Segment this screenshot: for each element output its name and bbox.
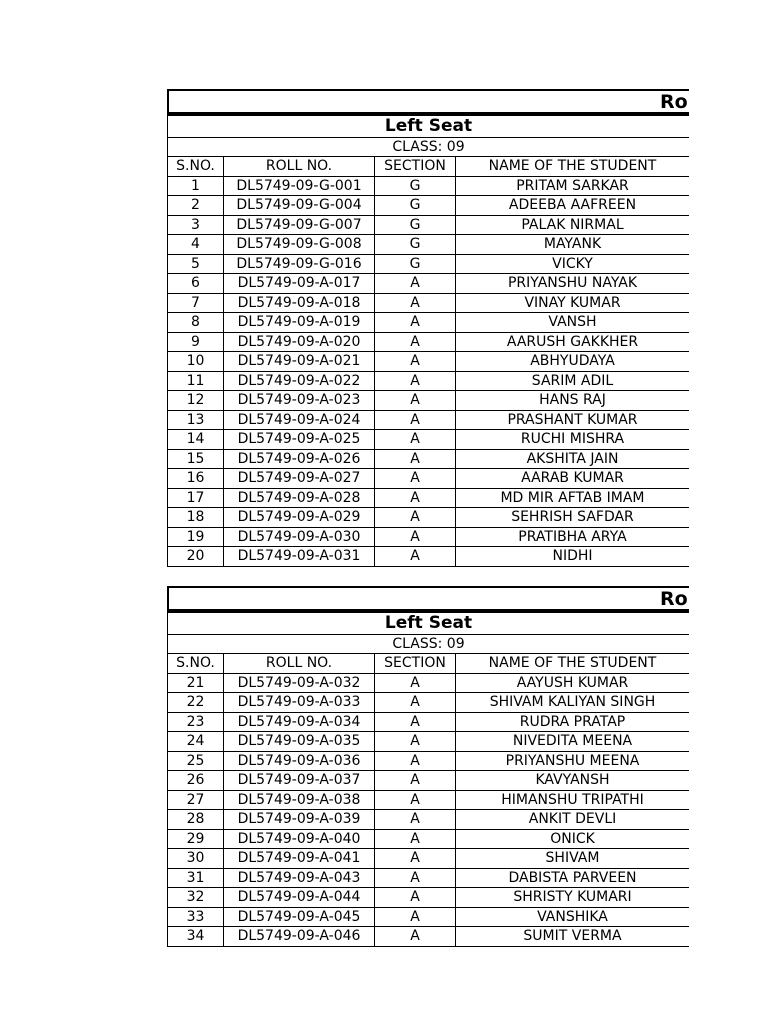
table-row [168,391,690,411]
cell-student-name: MAYANK [456,235,690,255]
table-row [168,235,690,255]
cell-section: A [375,712,456,732]
cell-roll-no: DL5749-09-A-028 [224,488,375,508]
cell-section: A [375,888,456,908]
table-row [168,313,690,333]
room-header-bar [167,586,689,612]
seating-sheet [167,89,689,567]
cell-sno: 6 [168,274,224,294]
table-row [168,293,690,313]
table-row [168,430,690,450]
cell-student-name: SEHRISH SAFDAR [456,508,690,528]
cell-student-name: SUMIT VERMA [456,927,690,947]
cell-sno: 20 [168,547,224,567]
table-row [168,907,690,927]
cell-sno: 5 [168,254,224,274]
cell-roll-no: DL5749-09-G-001 [224,176,375,196]
cell-student-name: AARUSH GAKKHER [456,332,690,352]
cell-roll-no: DL5749-09-A-039 [224,810,375,830]
table-row [168,547,690,567]
table-row [168,176,690,196]
cell-student-name: RUDRA PRATAP [456,712,690,732]
table-row [168,274,690,294]
cell-roll-no: DL5749-09-G-008 [224,235,375,255]
seat-label: Left Seat [168,116,690,138]
class-label: CLASS: 09 [168,635,690,654]
cell-sno: 27 [168,790,224,810]
cell-sno: 33 [168,907,224,927]
cell-sno: 31 [168,868,224,888]
table-row [168,254,690,274]
table-row [168,449,690,469]
cell-student-name: DABISTA PARVEEN [456,868,690,888]
cell-student-name: NIVEDITA MEENA [456,732,690,752]
cell-section: A [375,673,456,693]
cell-roll-no: DL5749-09-A-033 [224,693,375,713]
cell-section: A [375,449,456,469]
seating-table [167,115,689,567]
cell-student-name: PALAK NIRMAL [456,215,690,235]
cell-student-name: ANKIT DEVLI [456,810,690,830]
cell-section: G [375,196,456,216]
cell-roll-no: DL5749-09-A-034 [224,712,375,732]
table-row [168,371,690,391]
cell-roll-no: DL5749-09-A-040 [224,829,375,849]
cell-section: A [375,469,456,489]
seating-sheet [167,586,689,947]
cell-student-name: SHIVAM [456,849,690,869]
cell-sno: 17 [168,488,224,508]
table-row [168,927,690,947]
cell-section: A [375,751,456,771]
cell-roll-no: DL5749-09-A-022 [224,371,375,391]
cell-student-name: VICKY [456,254,690,274]
header-sno: S.NO. [168,157,224,177]
column-header-row [168,157,690,177]
cell-section: G [375,176,456,196]
cell-student-name: VANSHIKA [456,907,690,927]
table-row [168,352,690,372]
cell-student-name: PRATIBHA ARYA [456,527,690,547]
table-row [168,196,690,216]
cell-section: A [375,527,456,547]
table-row [168,488,690,508]
cell-roll-no: DL5749-09-A-025 [224,430,375,450]
cell-student-name: AAYUSH KUMAR [456,673,690,693]
cell-sno: 25 [168,751,224,771]
table-row [168,673,690,693]
cell-sno: 12 [168,391,224,411]
table-row [168,751,690,771]
cell-section: A [375,927,456,947]
seating-table [167,612,689,947]
cell-student-name: VINAY KUMAR [456,293,690,313]
cell-roll-no: DL5749-09-A-044 [224,888,375,908]
cell-sno: 3 [168,215,224,235]
table-row [168,508,690,528]
cell-sno: 34 [168,927,224,947]
class-label-row [168,138,690,157]
cell-roll-no: DL5749-09-A-031 [224,547,375,567]
cell-sno: 4 [168,235,224,255]
cell-roll-no: DL5749-09-A-043 [224,868,375,888]
cell-roll-no: DL5749-09-A-041 [224,849,375,869]
cell-sno: 21 [168,673,224,693]
cell-sno: 15 [168,449,224,469]
table-row [168,732,690,752]
table-row [168,712,690,732]
cell-section: A [375,313,456,333]
cell-sno: 7 [168,293,224,313]
cell-sno: 13 [168,410,224,430]
cell-roll-no: DL5749-09-A-019 [224,313,375,333]
table-row [168,771,690,791]
cell-roll-no: DL5749-09-A-045 [224,907,375,927]
cell-section: G [375,215,456,235]
room-title: Ro [660,588,688,610]
cell-roll-no: DL5749-09-G-004 [224,196,375,216]
cell-roll-no: DL5749-09-A-029 [224,508,375,528]
cell-sno: 24 [168,732,224,752]
table-row [168,527,690,547]
cell-section: A [375,810,456,830]
cell-section: A [375,907,456,927]
room-title: Ro [660,91,688,113]
cell-student-name: SHRISTY KUMARI [456,888,690,908]
cell-section: A [375,829,456,849]
header-roll-no: ROLL NO. [224,654,375,674]
seat-label-row [168,116,690,138]
cell-sno: 30 [168,849,224,869]
cell-section: A [375,771,456,791]
header-sno: S.NO. [168,654,224,674]
cell-student-name: HANS RAJ [456,391,690,411]
cell-roll-no: DL5749-09-A-027 [224,469,375,489]
cell-sno: 1 [168,176,224,196]
cell-section: G [375,235,456,255]
table-row [168,849,690,869]
header-section: SECTION [375,654,456,674]
cell-section: A [375,849,456,869]
cell-student-name: ONICK [456,829,690,849]
cell-roll-no: DL5749-09-A-038 [224,790,375,810]
cell-student-name: ADEEBA AAFREEN [456,196,690,216]
cell-roll-no: DL5749-09-A-046 [224,927,375,947]
cell-roll-no: DL5749-09-G-016 [224,254,375,274]
cell-section: A [375,693,456,713]
table-row [168,888,690,908]
cell-roll-no: DL5749-09-A-024 [224,410,375,430]
table-row [168,868,690,888]
cell-sno: 16 [168,469,224,489]
cell-student-name: MD MIR AFTAB IMAM [456,488,690,508]
cell-roll-no: DL5749-09-A-020 [224,332,375,352]
cell-sno: 32 [168,888,224,908]
cell-section: A [375,488,456,508]
cell-section: A [375,790,456,810]
cell-sno: 22 [168,693,224,713]
cell-roll-no: DL5749-09-A-035 [224,732,375,752]
header-section: SECTION [375,157,456,177]
cell-student-name: PRASHANT KUMAR [456,410,690,430]
room-header-bar [167,89,689,115]
cell-roll-no: DL5749-09-A-018 [224,293,375,313]
cell-sno: 11 [168,371,224,391]
table-row [168,829,690,849]
class-label: CLASS: 09 [168,138,690,157]
cell-student-name: RUCHI MISHRA [456,430,690,450]
cell-student-name: KAVYANSH [456,771,690,791]
header-student-name: NAME OF THE STUDENT [456,157,690,177]
cell-sno: 9 [168,332,224,352]
cell-section: A [375,391,456,411]
cell-sno: 10 [168,352,224,372]
cell-roll-no: DL5749-09-A-017 [224,274,375,294]
table-row [168,332,690,352]
cell-student-name: AARAB KUMAR [456,469,690,489]
cell-student-name: NIDHI [456,547,690,567]
cell-roll-no: DL5749-09-A-030 [224,527,375,547]
table-row [168,410,690,430]
seat-label: Left Seat [168,613,690,635]
cell-section: A [375,430,456,450]
table-row [168,215,690,235]
cell-student-name: HIMANSHU TRIPATHI [456,790,690,810]
cell-section: G [375,254,456,274]
cell-roll-no: DL5749-09-A-026 [224,449,375,469]
class-label-row [168,635,690,654]
cell-roll-no: DL5749-09-A-036 [224,751,375,771]
cell-roll-no: DL5749-09-G-007 [224,215,375,235]
cell-section: A [375,868,456,888]
cell-section: A [375,352,456,372]
cell-sno: 23 [168,712,224,732]
header-student-name: NAME OF THE STUDENT [456,654,690,674]
cell-section: A [375,332,456,352]
cell-section: A [375,293,456,313]
cell-sno: 26 [168,771,224,791]
cell-student-name: SARIM ADIL [456,371,690,391]
cell-section: A [375,410,456,430]
seat-label-row [168,613,690,635]
cell-student-name: PRIYANSHU MEENA [456,751,690,771]
table-row [168,790,690,810]
cell-section: A [375,371,456,391]
table-row [168,693,690,713]
table-row [168,810,690,830]
seating-table-body [168,613,690,947]
header-roll-no: ROLL NO. [224,157,375,177]
cell-roll-no: DL5749-09-A-023 [224,391,375,411]
cell-section: A [375,508,456,528]
cell-section: A [375,732,456,752]
column-header-row [168,654,690,674]
cell-roll-no: DL5749-09-A-037 [224,771,375,791]
cell-section: A [375,274,456,294]
cell-student-name: SHIVAM KALIYAN SINGH [456,693,690,713]
cell-roll-no: DL5749-09-A-032 [224,673,375,693]
cell-student-name: PRIYANSHU NAYAK [456,274,690,294]
cell-student-name: PRITAM SARKAR [456,176,690,196]
seating-table-body [168,116,690,567]
cell-section: A [375,547,456,567]
cell-roll-no: DL5749-09-A-021 [224,352,375,372]
cell-sno: 28 [168,810,224,830]
cell-sno: 19 [168,527,224,547]
cell-sno: 29 [168,829,224,849]
cell-sno: 8 [168,313,224,333]
cell-sno: 14 [168,430,224,450]
cell-student-name: VANSH [456,313,690,333]
cell-sno: 18 [168,508,224,528]
cell-sno: 2 [168,196,224,216]
cell-student-name: ABHYUDAYA [456,352,690,372]
table-row [168,469,690,489]
cell-student-name: AKSHITA JAIN [456,449,690,469]
